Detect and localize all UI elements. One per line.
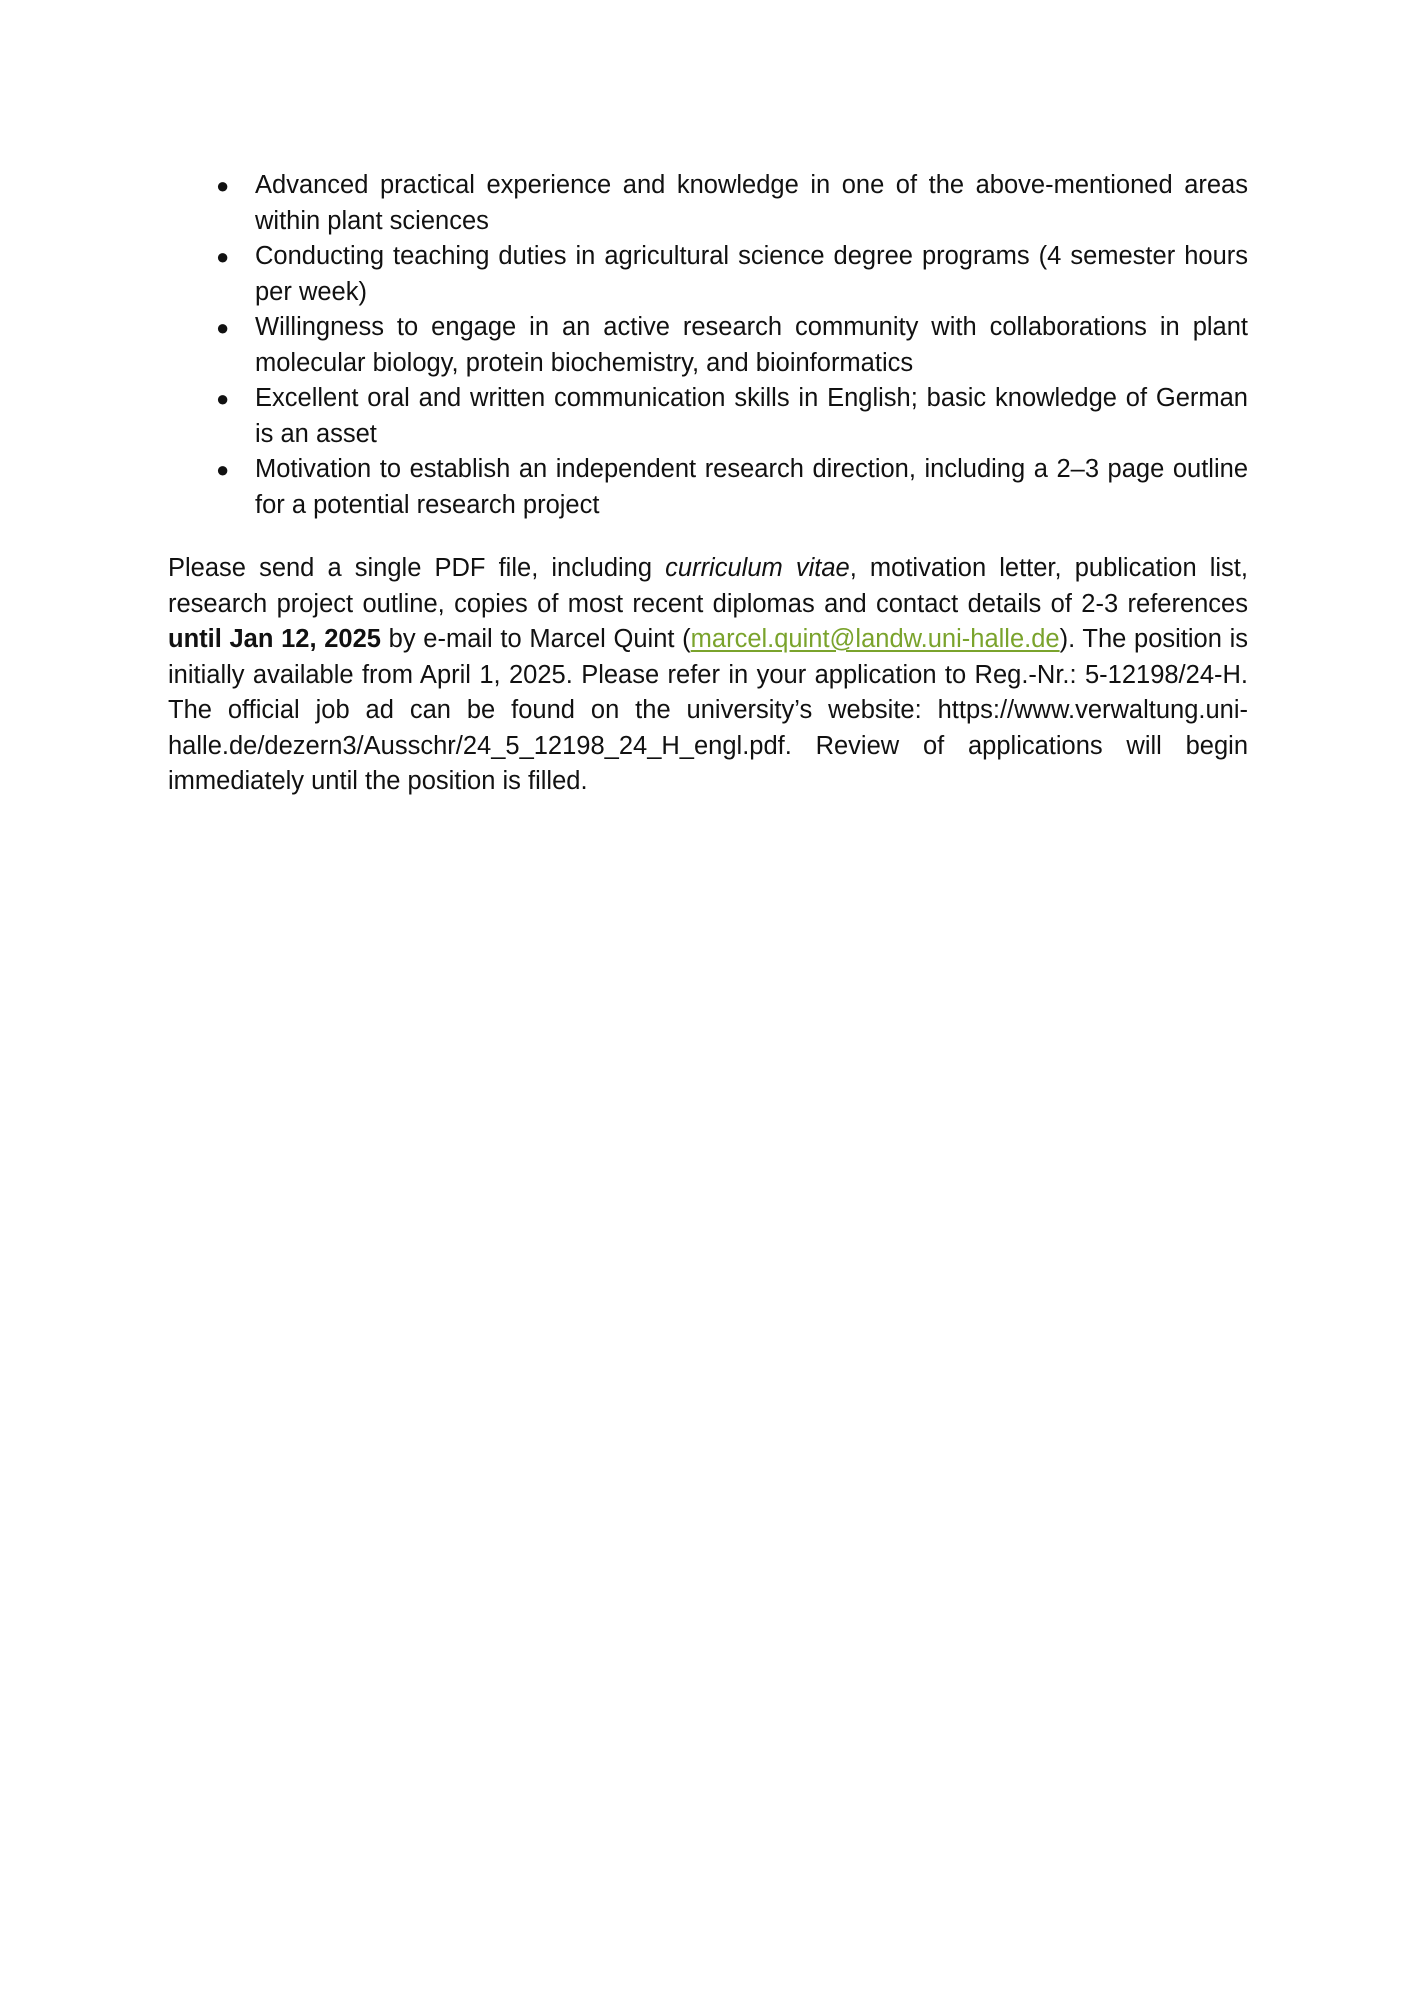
list-item: [168, 310, 1248, 381]
email-link[interactable]: marcel.quint@landw.uni-halle.de: [690, 625, 1060, 653]
application-details: ). The position is initially available from April 1, 2025. Please refer in your application to Reg.-Nr.: 5-12198/24-H. The official job ad can be found on the university’s website: https://www.verwaltung.uni-halle.de/dezern3/Ausschr/24_5_12198_24_H_engl.pdf. Review of applications will begin immediately until the position is filled.: [168, 625, 1249, 795]
requirement-text: Motivation to establish an independent research direction, including a 2–3 page outline for a potential research project: [255, 455, 1248, 519]
page-content: [168, 168, 1248, 800]
application-intro: Please send a single PDF file, including: [168, 554, 666, 582]
cv-term: curriculum vitae: [665, 554, 850, 582]
bullet-icon: ●: [216, 315, 230, 340]
list-item: [168, 239, 1248, 310]
requirements-list: [168, 168, 1248, 523]
requirement-text: Advanced practical experience and knowledge in one of the above-mentioned areas within plant sciences: [255, 171, 1248, 235]
application-documents: , motivation letter, publication list, research project outline, copies of most recent diplomas and contact details of 2-3 references: [168, 554, 1248, 618]
bullet-icon: ●: [216, 457, 230, 482]
list-item: [168, 381, 1248, 452]
list-item: [168, 168, 1248, 239]
bullet-icon: ●: [216, 173, 230, 198]
application-deadline: until Jan 12, 2025: [168, 625, 381, 653]
requirement-text: Willingness to engage in an active research community with collaborations in plant molecular biology, protein biochemistry, and bioinformatics: [255, 313, 1248, 377]
requirement-text: Excellent oral and written communication skills in English; basic knowledge of German is an asset: [255, 384, 1248, 448]
application-by-email: by e-mail to Marcel Quint (: [380, 625, 691, 653]
bullet-icon: ●: [216, 244, 230, 269]
list-item: [168, 452, 1248, 523]
bullet-icon: ●: [216, 386, 230, 411]
requirement-text: Conducting teaching duties in agricultural science degree programs (4 semester hours per week): [255, 242, 1248, 306]
application-paragraph: [168, 551, 1248, 800]
